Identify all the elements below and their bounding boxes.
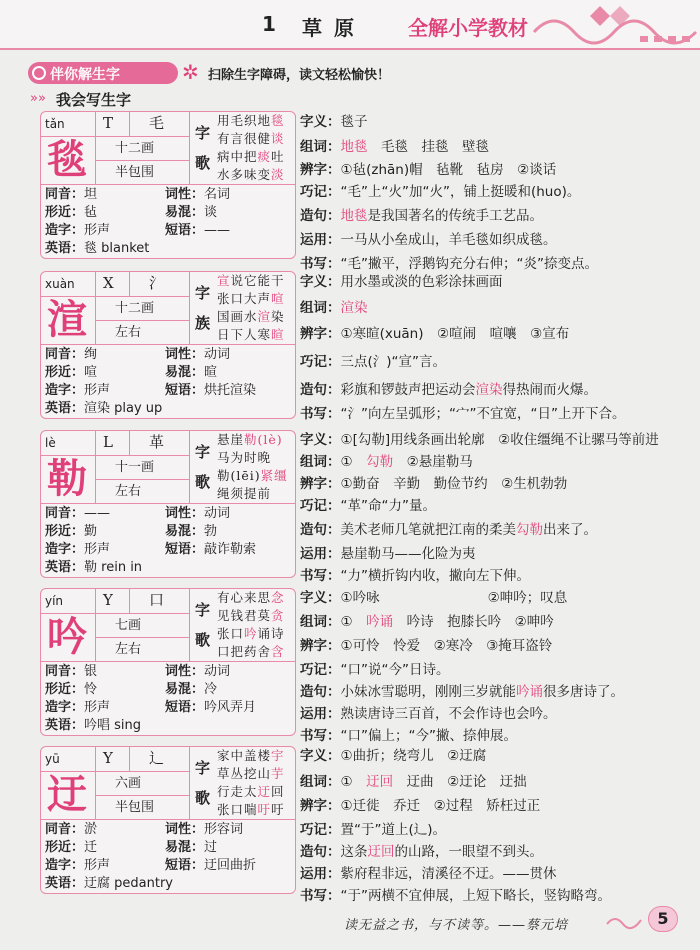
explanation-line: 字义：①曲折；绕弯儿 ②迂腐	[300, 748, 487, 764]
explanation-line: 组词：① 吟诵 吟诗 抱膝长吟 ②呻吟	[300, 614, 568, 630]
info-row: 形近：迁	[45, 840, 98, 855]
grid-line	[95, 795, 189, 796]
info-row: 形近：怜	[45, 682, 98, 697]
grid-line	[95, 160, 189, 161]
explanation-line: 造句：彩旗和锣鼓声把运动会渲染得热闹而火爆。	[300, 382, 597, 398]
pinyin: tǎn	[45, 117, 65, 131]
grid-line	[95, 747, 96, 819]
info-row: 短语：敲诈勒索	[165, 542, 257, 557]
rhyme-line: 水多味变淡	[217, 167, 285, 182]
explanation-line: 组词：① 迂回 迂曲 ②迂论 迂拙	[300, 774, 541, 790]
character-card	[40, 111, 296, 259]
rhyme-block	[217, 589, 285, 661]
stroke-count: 十一画	[115, 460, 155, 475]
grid-line	[189, 589, 190, 661]
explanation-line: 书写：“口”偏上；“今”撇、捺伸展。	[300, 728, 517, 744]
grid-line	[129, 112, 130, 136]
circle-icon	[32, 66, 46, 80]
explanation-line: 巧记：“革”命“力”量。	[300, 498, 436, 514]
info-row: 形近：勤	[45, 524, 98, 539]
info-row: 易混：谈	[165, 205, 218, 220]
swirl-decoration-icon	[605, 912, 645, 930]
info-row: 短语：——	[165, 223, 231, 238]
ribbon-decoration-icon	[530, 2, 700, 46]
explanation-line: 字义：①吟咏 ②呻吟；叹息	[300, 590, 568, 606]
rhyme-line: 有言很健谈	[217, 131, 285, 146]
rhyme-line: 张口大声喧	[217, 291, 285, 306]
character-card	[40, 746, 296, 894]
english-row: 英语：毯 blanket	[45, 241, 150, 256]
grid-line	[189, 747, 190, 819]
info-row: 词性：动词	[165, 506, 231, 521]
info-row: 词性：动词	[165, 664, 231, 679]
rhyme-line: 草丛挖山芋	[217, 766, 285, 781]
grid-line	[95, 637, 189, 638]
structure-tag: 字	[195, 601, 211, 619]
sparkle-icon: ✲	[182, 60, 199, 84]
info-row: 短语：吟风弄月	[165, 700, 257, 715]
explanation-line: 运用：熟读唐诗三百首，不会作诗也会吟。	[300, 706, 557, 722]
explanation-line: 运用：一马从小垒成山，羊毛毯如织成毯。	[300, 232, 557, 248]
radical-code: L	[103, 433, 113, 451]
info-row: 同音：淤	[45, 822, 98, 837]
grid-line	[41, 819, 295, 820]
brand-title: 全解小学教材	[408, 16, 528, 40]
character-card	[40, 588, 296, 736]
info-row: 造字：形声	[45, 223, 111, 238]
info-row: 词性：形容词	[165, 822, 244, 837]
radical: 口	[149, 591, 165, 609]
radical: 毛	[149, 114, 165, 132]
explanation-line: 运用：悬崖勒马——化险为夷	[300, 546, 476, 562]
explanation-line: 组词：渲染	[300, 300, 368, 316]
explanation-line: 造句：美术老师几笔就把江南的柔美勾勒出来了。	[300, 522, 597, 538]
info-row: 易混：过	[165, 840, 218, 855]
rhyme-block	[217, 112, 285, 184]
rhyme-block	[217, 747, 285, 819]
explanation-line: 字义：用水墨或淡的色彩涂抹画面	[300, 274, 503, 290]
info-row: 短语：迂回曲折	[165, 858, 257, 873]
info-row: 造字：形声	[45, 383, 111, 398]
structure-tag: 字	[195, 124, 211, 142]
character-card	[40, 430, 296, 578]
radical: 辶	[149, 749, 165, 767]
structure-tag: 字	[195, 759, 211, 777]
grid-line	[129, 747, 130, 771]
explanation-line: 辨字：①迁徙 乔迁 ②过程 矫枉过正	[300, 798, 541, 814]
main-character: 勒	[47, 455, 87, 502]
rhyme-line: 行走太迂回	[217, 784, 285, 799]
rhyme-line: 家中盖楼宇	[217, 748, 285, 763]
rhyme-line: 悬崖勒(lè)	[217, 432, 283, 447]
english-row: 英语：吟唱 sing	[45, 718, 142, 733]
structure-tag: 字	[195, 284, 211, 302]
subheading: 我会写生字	[56, 91, 132, 109]
info-row: 造字：形声	[45, 700, 111, 715]
rhyme-tag: 族	[195, 314, 211, 332]
structure-type: 半包围	[115, 800, 155, 815]
grid-line	[95, 431, 96, 503]
explanation-line: 造句：地毯是我国著名的传统手工艺品。	[300, 208, 543, 224]
section-banner: 伴你解生字	[28, 62, 178, 84]
explanation-line: 书写：“毛”撇平，浮鹅钩充分右伸；“炎”捺变点。	[300, 256, 598, 272]
grid-line	[129, 272, 130, 296]
chapter-title: 草原	[302, 16, 366, 40]
explanation-line: 书写：“力”横折钩内收，撇向左下伸。	[300, 568, 530, 584]
grid-line	[41, 661, 295, 662]
character-card	[40, 271, 296, 419]
grid-line	[41, 503, 295, 504]
rhyme-line: 国画水渲染	[217, 309, 285, 324]
rhyme-line: 病中把痰吐	[217, 149, 285, 164]
info-row: 同音：绚	[45, 347, 98, 362]
info-row: 形近：毡	[45, 205, 98, 220]
info-row: 造字：形声	[45, 542, 111, 557]
explanation-line: 造句：这条迂回的山路，一眼望不到头。	[300, 844, 543, 860]
grid-line	[189, 112, 190, 184]
pinyin: yín	[45, 594, 64, 608]
explanation-line: 辨字：①毡(zhān)帽 毡靴 毡房 ②谈话	[300, 162, 557, 178]
info-row: 同音：银	[45, 664, 98, 679]
section-tagline: 扫除生字障碍，读文轻松愉快！	[208, 68, 391, 83]
rhyme-block	[217, 431, 288, 503]
explanation-line: 书写：“氵”向左呈弧形；“宀”不宜宽，“日”上开下合。	[300, 406, 626, 422]
explanation-line: 巧记：“毛”上“火”加“火”，铺上挺暖和(huo)。	[300, 184, 581, 200]
radical-code: Y	[103, 591, 113, 609]
rhyme-tag: 歌	[195, 154, 211, 172]
grid-line	[95, 320, 189, 321]
footer-quote: 读无益之书，与不读等。——蔡元培	[344, 918, 569, 933]
pinyin: xuàn	[45, 277, 75, 291]
grid-line	[189, 272, 190, 344]
explanation-line: 书写：“于”两横不宜伸展，上短下略长，竖钩略弯。	[300, 888, 611, 904]
grid-line	[129, 431, 130, 455]
rhyme-tag: 歌	[195, 631, 211, 649]
grid-line	[95, 479, 189, 480]
structure-type: 左右	[115, 325, 142, 340]
rhyme-line: 张口吟诵诗	[217, 626, 285, 641]
rhyme-line: 口把药舍含	[217, 644, 285, 659]
info-row: 造字：形声	[45, 858, 111, 873]
explanation-line: 巧记：置“于”道上(辶)。	[300, 822, 447, 838]
structure-type: 半包围	[115, 165, 155, 180]
chapter-number: 1	[262, 12, 276, 36]
info-row: 形近：喧	[45, 365, 98, 380]
grid-line	[95, 589, 96, 661]
explanation-line: 辨字：①勤奋 辛勤 勤俭节约 ②生机勃勃	[300, 476, 568, 492]
rhyme-line: 有心来思念	[217, 590, 285, 605]
radical-code: T	[103, 114, 114, 132]
grid-line	[95, 112, 96, 184]
info-row: 易混：勃	[165, 524, 218, 539]
info-row: 易混：冷	[165, 682, 218, 697]
structure-tag: 字	[195, 443, 211, 461]
info-row: 同音：坦	[45, 187, 98, 202]
explanation-line: 辨字：①可怜 怜爱 ②寒冷 ③掩耳盗铃	[300, 638, 553, 654]
grid-line	[189, 431, 190, 503]
rhyme-tag: 歌	[195, 789, 211, 807]
grid-line	[41, 344, 295, 345]
radical: 革	[149, 433, 165, 451]
rhyme-line: 张口喘吁吁	[217, 802, 285, 817]
explanation-line: 组词：地毯 毛毯 挂毯 壁毯	[300, 139, 503, 155]
radical: 氵	[149, 274, 165, 292]
info-row: 词性：名词	[165, 187, 231, 202]
info-row: 易混：暄	[165, 365, 218, 380]
rhyme-line: 用毛织地毯	[217, 113, 285, 128]
explanation-line: 造句：小妹冰雪聪明，刚刚三岁就能吟诵很多唐诗了。	[300, 684, 624, 700]
radical-code: Y	[103, 749, 113, 767]
rhyme-line: 日下人寒暄	[217, 327, 285, 342]
explanation-line: 巧记：“口”说“今”日诗。	[300, 662, 450, 678]
explanation-line: 辨字：①寒暄(xuān) ②喧闹 喧嚷 ③宣布	[300, 326, 570, 342]
pinyin: lè	[45, 436, 56, 450]
grid-line	[95, 272, 96, 344]
double-arrow-icon: »»	[30, 91, 46, 106]
explanation-line: 字义：①[勾勒]用线条画出轮廓 ②收住缰绳不让骡马等前进	[300, 432, 659, 448]
main-character: 毯	[47, 136, 87, 183]
structure-type: 左右	[115, 642, 142, 657]
main-character: 渲	[47, 296, 87, 343]
page-number: 5	[648, 906, 678, 932]
english-row: 英语：勒 rein in	[45, 560, 143, 575]
radical-code: X	[103, 274, 114, 292]
structure-type: 左右	[115, 484, 142, 499]
rhyme-block	[217, 272, 285, 344]
info-row: 词性：动词	[165, 347, 231, 362]
stroke-count: 七画	[115, 618, 142, 633]
rhyme-line: 见钱君莫贪	[217, 608, 285, 623]
stroke-count: 六画	[115, 776, 142, 791]
rhyme-line: 马为时晚	[217, 450, 272, 465]
pinyin: yū	[45, 752, 60, 766]
rhyme-tag: 歌	[195, 473, 211, 491]
rhyme-line: 宣说它能干	[217, 273, 285, 288]
rhyme-line: 勒(lēi)紧缰	[217, 468, 288, 483]
info-row: 短语：烘托渲染	[165, 383, 257, 398]
english-row: 英语：渲染 play up	[45, 401, 163, 416]
main-character: 迂	[47, 771, 87, 818]
english-row: 英语：迂腐 pedantry	[45, 876, 173, 891]
info-row: 同音：——	[45, 506, 111, 521]
stroke-count: 十二画	[115, 141, 155, 156]
explanation-line: 运用：紫府程非远，清溪径不迂。——贯休	[300, 866, 557, 882]
explanation-line: 组词：① 勾勒 ②悬崖勒马	[300, 454, 487, 470]
grid-line	[41, 184, 295, 185]
explanation-line: 巧记：三点(氵)“宣”言。	[300, 354, 447, 370]
explanation-line: 字义：毯子	[300, 114, 368, 130]
grid-line	[129, 589, 130, 613]
rhyme-line: 绳须提前	[217, 486, 272, 501]
stroke-count: 十二画	[115, 301, 155, 316]
main-character: 吟	[47, 613, 87, 660]
